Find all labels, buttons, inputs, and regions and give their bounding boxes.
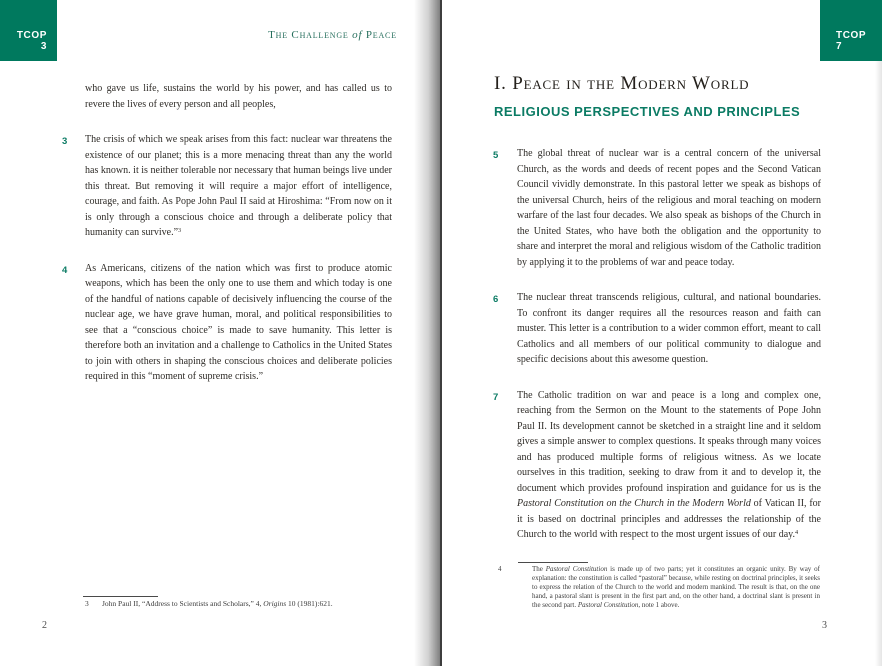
- paragraph-text: The nuclear threat transcends religious, cultural, and national boundaries. To confront its danger requires all the resources reason and faith can muster. This letter is a contribution to a wider common effort, meant to call Catholics and all members of our political community to dialogue and specific decisions about this awesome question.: [517, 292, 821, 365]
- paragraph-5: [493, 146, 821, 270]
- paragraph-text: The Catholic tradition on war and peace is a long and complex one, reaching from the Sermon on the Mount to the statements of Pope John Paul II. Its development cannot be sketched in a straight line and it seldom gives a simple answer to complex questions. It speaks through many voices and has produced multiple forms of religious witness. As we locate ourselves in this tradition, seeking to draw from it and to develop it, the document which provides profound inspiration and guidance for us is the Pastoral Constitution on the Church in the Modern World of Vatican II, for it is based on doctrinal principles and addresses the relationship of the Church to the world with respect to the most urgent issues of our day.$^4$: [517, 389, 821, 540]
- footnote-4: [498, 565, 820, 610]
- footnote-3: [85, 599, 397, 609]
- paragraph-text: As Americans, citizens of the nation which was first to produce atomic weapons, which has been the only one to use them and which today is one of the handful of nations capable of decisively influencing the course of the nuclear age, we have grave human, moral, and political responsibilities to see that a “conscious choice” is made to save humanity. This letter is therefore both an invitation and a challenge to Catholics in the United States to join with others in shaping the conscious choices and deliberate policies required in this “moment of supreme crisis.”: [85, 262, 392, 382]
- page-edge-shadow: [875, 0, 882, 666]
- right-body-column: [493, 146, 821, 563]
- section-subtitle: RELIGIOUS PERSPECTIVES AND PRINCIPLES: [494, 104, 801, 119]
- paragraph-number: 3: [62, 136, 68, 147]
- paragraph-text: The crisis of which we speak arises from this fact: nuclear war threatens the existence of our planet; this is a more menacing threat than any the world has known. it is neither tolerable nor necessary that human beings live under this threat. But removing it will require a major effort of intelligence, courage, and faith. As Pope John Paul II said at Hiroshima: “From now on it is only through a conscious choice and through a deliberate policy that humanity can survive.”$^3$: [85, 134, 392, 238]
- page-number-right: 3: [822, 620, 827, 631]
- footnote-rule: [518, 562, 588, 563]
- tab-label: TCOP: [16, 30, 47, 41]
- footnote-text: The Pastoral Constitution is made up of two parts; yet it constitutes an organic unity. By way of explanation: the constitution is called “pastoral” because, while resting on doctrinal principles, it seeks to express the relation of the Church to the world and modern mankind. The result is that, on the one hand, a pastoral slant is present in the first part and, on the other hand, a doctrinal slant is present in the second part. Pastoral Constitution, note 1 above.: [532, 565, 820, 609]
- paragraph-number: 4: [62, 264, 68, 276]
- page-right: [441, 0, 882, 666]
- paragraph-7: [493, 388, 821, 543]
- tab-text: [836, 30, 866, 52]
- paragraph-number: [62, 81, 85, 112]
- footnote-text: John Paul II, “Address to Scientists and Scholars,” 4, Origins 10 (1981):621.: [102, 599, 333, 608]
- gutter-line: [440, 0, 442, 666]
- tcop-tab-left: [0, 0, 57, 61]
- footnote-number: 4: [498, 565, 502, 573]
- paragraph-number: 7: [493, 391, 499, 403]
- paragraph-number: 5: [493, 150, 499, 161]
- page-number-left: 2: [42, 620, 47, 631]
- tab-number: 3: [40, 41, 47, 52]
- paragraph-text: who gave us life, sustains the world by his power, and has called us to revere the lives of every person and all peoples,: [85, 83, 392, 110]
- paragraph-3: [62, 132, 392, 241]
- section-title: I. Peace in the Modern World: [494, 73, 750, 94]
- footnote-rule: [83, 596, 158, 597]
- left-body-column: [62, 81, 392, 405]
- paragraph-text: The global threat of nuclear war is a central concern of the universal Church, as the words and deeds of recent popes and the Second Vatican Council vividly demonstrate. In this pastoral letter we speak as bishops of the universal Church, heirs of the religious and moral teaching on modern warfare of the last four decades. We also speak as bishops of the Church in the United States, who have both the obligation and the opportunity to share and interpret the moral and religious wisdom of the Catholic tradition by applying it to the problems of war and peace today.: [517, 148, 821, 268]
- tcop-tab-right: [820, 0, 882, 61]
- paragraph-4: [62, 261, 392, 385]
- footnote-number: 3: [85, 599, 89, 608]
- running-header: The Challenge of Peace: [268, 29, 397, 41]
- tab-text: [17, 30, 47, 52]
- paragraph-continuation: [62, 81, 392, 112]
- tab-label: TCOP: [836, 30, 867, 41]
- paragraph-number: 6: [493, 294, 499, 305]
- paragraph-6: [493, 290, 821, 368]
- tab-number: 7: [836, 41, 843, 52]
